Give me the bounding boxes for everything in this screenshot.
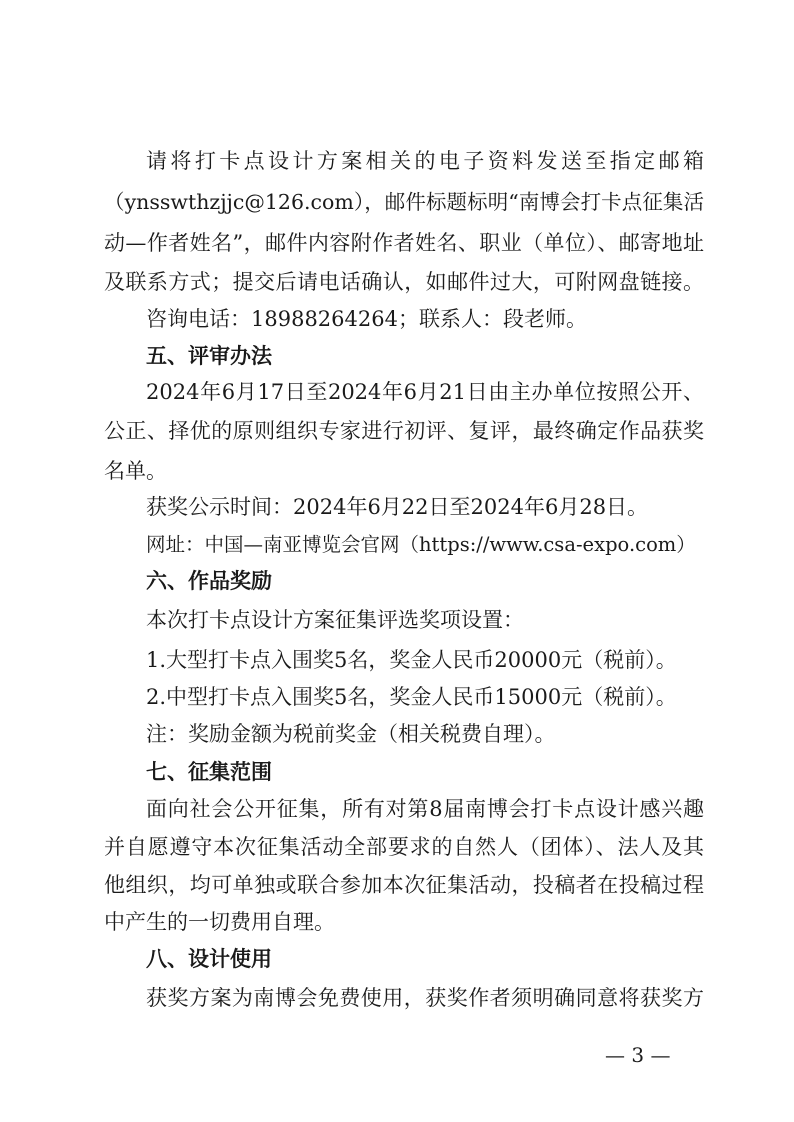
body-text: 及联系方式；提交后请电话确认，如邮件过大，可附网盘链接。 <box>104 270 704 294</box>
body-text: 面向社会公开征集，所有对第8届南博会打卡点设计感兴趣 <box>146 797 704 821</box>
body-text: 本次打卡点设计方案征集评选奖项设置： <box>146 608 524 632</box>
body-text: 获奖方案为南博会免费使用，获奖作者须明确同意将获奖方 <box>146 986 704 1010</box>
body-text: 并自愿遵守本次征集活动全部要求的自然人（团体）、法人及其 <box>104 835 704 859</box>
body-text: 他组织，均可单独或联合参加本次征集活动，投稿者在投稿过程 <box>104 873 704 897</box>
page-number: — 3 — <box>605 1043 671 1067</box>
body-text: 注：奖励金额为税前奖金（相关税费自理）。 <box>146 722 556 746</box>
section-heading: 七、征集范围 <box>146 760 272 784</box>
body-text: （ynsswthzjjc@126.com），邮件标题标明“南博会打卡点征集活 <box>104 190 704 214</box>
section-heading: 八、设计使用 <box>146 947 272 971</box>
body-text: 2.中型打卡点入围奖5名，奖金人民币15000元（税前）。 <box>146 685 677 709</box>
body-text: 中产生的一切费用自理。 <box>104 910 335 934</box>
body-text: 1.大型打卡点入围奖5名，奖金人民币20000元（税前）。 <box>146 648 677 672</box>
section-heading: 六、作品奖励 <box>146 569 272 593</box>
section-heading: 五、评审办法 <box>146 344 272 368</box>
body-text: 动—作者姓名”，邮件内容附作者姓名、职业（单位）、邮寄地址 <box>104 231 704 255</box>
body-text: 网址：中国—南亚博览会官网（https://www.csa-expo.com） <box>146 533 696 556</box>
body-text: 2024年6月17日至2024年6月21日由主办单位按照公开、 <box>146 380 704 404</box>
body-text: 公正、择优的原则组织专家进行初评、复评，最终确定作品获奖 <box>104 419 704 443</box>
body-text: 请将打卡点设计方案相关的电子资料发送至指定邮箱 <box>146 149 704 173</box>
body-text: 名单。 <box>104 459 167 483</box>
body-text: 获奖公示时间：2024年6月22日至2024年6月28日。 <box>146 495 649 519</box>
body-text: 咨询电话：18988264264；联系人：段老师。 <box>146 307 587 331</box>
